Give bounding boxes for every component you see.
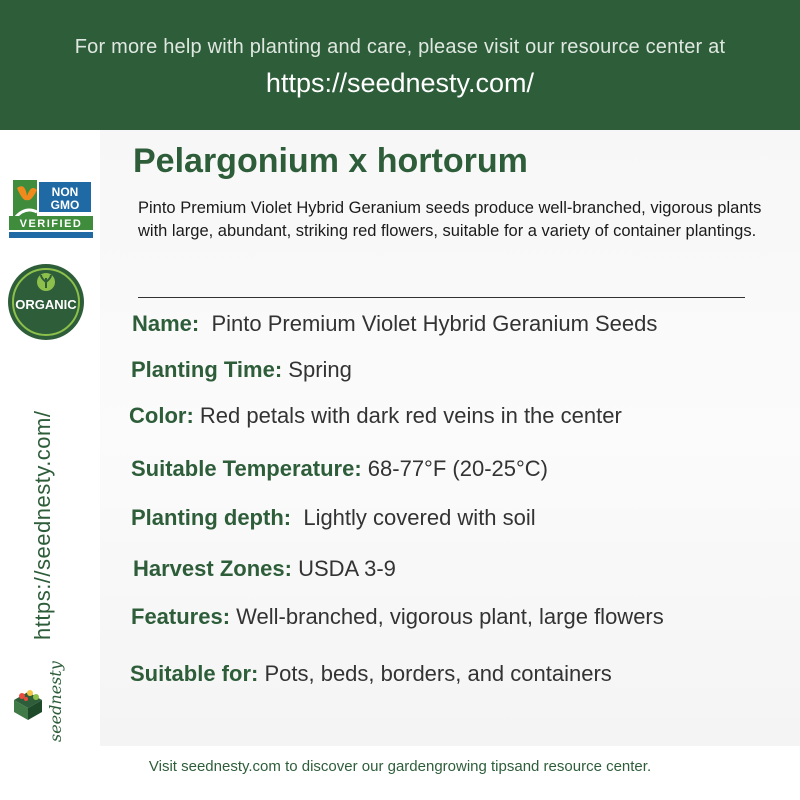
sidebar-vertical-url[interactable]: https://seednesty.com/ xyxy=(30,410,55,640)
detail-temperature xyxy=(131,456,548,482)
detail-planting-depth xyxy=(131,505,536,531)
organic-badge xyxy=(6,262,86,342)
detail-value: Pots, beds, borders, and containers xyxy=(264,661,612,686)
detail-harvest-zones xyxy=(133,556,396,582)
footer-text: Visit seednesty.com to discover our gardengrowing tipsand resource center. xyxy=(148,758,652,775)
logo-wordmark: seednesty xyxy=(46,661,65,742)
detail-value: Lightly covered with soil xyxy=(303,505,536,530)
detail-label: Suitable for: xyxy=(130,661,259,686)
detail-suitable-for xyxy=(130,661,612,687)
detail-features xyxy=(131,604,664,630)
detail-name xyxy=(132,311,657,337)
detail-label: Color: xyxy=(129,403,194,428)
non-gmo-top-text: NON xyxy=(51,185,79,199)
detail-label: Harvest Zones: xyxy=(133,556,292,581)
detail-value: USDA 3-9 xyxy=(298,556,396,581)
detail-value: Well-branched, vigorous plant, large flowers xyxy=(236,604,664,629)
detail-planting-time xyxy=(131,357,352,383)
detail-value: Spring xyxy=(288,357,352,382)
detail-label: Name: xyxy=(132,311,200,336)
top-banner xyxy=(0,0,800,130)
detail-label: Features: xyxy=(131,604,231,629)
product-title: Pelargonium x hortorum xyxy=(133,142,528,180)
product-description: Pinto Premium Violet Hybrid Geranium seeds produce well-branched, vigorous plants with large, abundant, striking red flowers, suitable for a variety of container plantings. xyxy=(138,199,762,240)
organic-text: ORGANIC xyxy=(15,297,77,312)
detail-label: Planting depth: xyxy=(131,505,292,530)
detail-color xyxy=(129,403,622,429)
detail-value: Red petals with dark red veins in the center xyxy=(199,403,622,428)
non-gmo-verified-text: VERIFIED xyxy=(19,218,83,230)
detail-value: Pinto Premium Violet Hybrid Geranium Seeds xyxy=(211,311,658,336)
detail-label: Suitable Temperature: xyxy=(131,456,362,481)
non-gmo-verified-badge xyxy=(7,176,95,242)
banner-url-link[interactable]: https://seednesty.com/ xyxy=(265,68,535,98)
detail-label: Planting Time: xyxy=(131,357,283,382)
non-gmo-mid-text: GMO xyxy=(50,198,80,212)
divider xyxy=(138,297,745,298)
banner-help-text: For more help with planting and care, please visit our resource center at xyxy=(74,36,726,58)
detail-value: 68-77°F (20-25°C) xyxy=(367,456,549,481)
